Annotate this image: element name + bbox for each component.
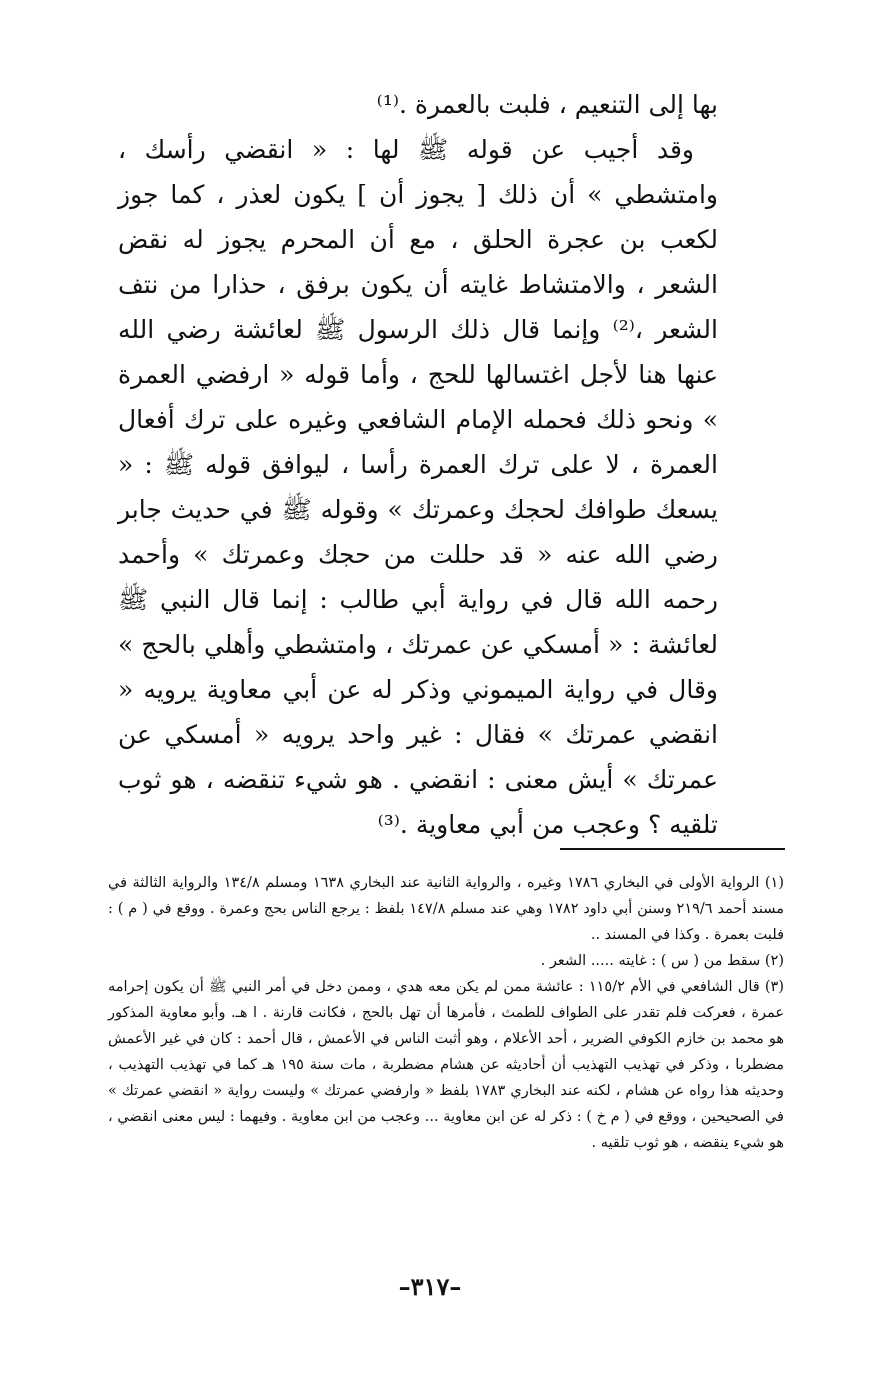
body-paragraph-1: بها إلى التنعيم ، فلبت بالعمرة .⁽¹⁾ [376,90,718,119]
footnote-2: (٢) سقط من ( س ) : غايته ..... الشعر . [540,953,784,969]
footnotes [108,870,784,1156]
page-number: –٣١٧– [398,1272,462,1301]
footnote-separator [560,848,785,850]
body-paragraph-2: وقد أجيب عن قوله ﷺ لها : « انقضي رأسك ، وامتشطي » أن ذلك [ يجوز أن ] يكون لعذر ، كما جوز لكعب بن عجرة الحلق ، مع أن المحرم يجوز له نقض الشعر ، والامتشاط غايته أن يكون برفق ، حذارا من نتف الشعر ،⁽²⁾ وإنما قال ذلك الرسول ﷺ لعائشة رضي الله عنها هنا لأجل اغتسالها للحج ، وأما قوله « ارفضي العمرة » ونحو ذلك فحمله الإمام الشافعي وغيره على ترك أفعال العمرة ، لا على ترك العمرة رأسا ، ليوافق قوله ﷺ : « يسعك طوافك لحجك وعمرتك » وقوله ﷺ في حديث جابر رضي الله عنه « قد حللت من حجك وعمرتك » وأحمد رحمه الله قال في رواية أبي طالب : إنما قال النبي ﷺ لعائشة : « أمسكي عن عمرتك ، وامتشطي وأهلي بالحج » وقال في رواية الميموني وذكر له عن أبي معاوية يرويه « انقضي عمرتك » فقال : غير واحد يرويه « أمسكي عن عمرتك » أيش معنى : انقضي . هو شيء تنقضه ، هو ثوب تلقيه ؟ وعجب من أبي معاوية .⁽³⁾ [118,135,718,839]
footnote-1: (١) الرواية الأولى في البخاري ١٧٨٦ وغيره ، والرواية الثانية عند البخاري ١٦٣٨ ومسلم ١٣٤/٨ والرواية الثالثة في مسند أحمد ٢١٩/٦ وسنن أبي داود ١٧٨٢ وهي عند مسلم ١٤٧/٨ بلفظ : يرجع الناس بحج وعمرة . ووقع في ( م ) : فلبت بعمرة . وكذا في المسند .. [108,875,784,943]
main-text [118,82,718,847]
footnote-3: (٣) قال الشافعي في الأم ١١٥/٢ : عائشة ممن لم يكن معه هدي ، وممن دخل في أمر النبي ﷺ أن يكون إحرامه عمرة ، فعركت فلم تقدر على الطواف للطمث ، فأمرها أن تهل بالحج ، فكانت قارنة . ا هـ. وأبو معاوية المذكور هو محمد بن خازم الكوفي الضرير ، أحد الأعلام ، وهو أثبت الناس في الأعمش ، قال أحمد : كان في غير الأعمش مضطربا ، وذكر في تهذيب التهذيب أن أحاديثه عن هشام مضطربة ، مات سنة ١٩٥ هـ كما في تهذيب التهذيب ، وحديثه هذا رواه عن هشام ، لكنه عند البخاري ١٧٨٣ بلفظ « وارفضي عمرتك » وليست رواية « انقضي عمرتك » في الصحيحين ، ووقع في ( م خ ) : ذكر له عن ابن معاوية ... وعجب من ابن معاوية . وفيهما : ليس معنى انقضي ، هو شيء ينقضه ، هو ثوب تلقيه . [108,979,785,1151]
